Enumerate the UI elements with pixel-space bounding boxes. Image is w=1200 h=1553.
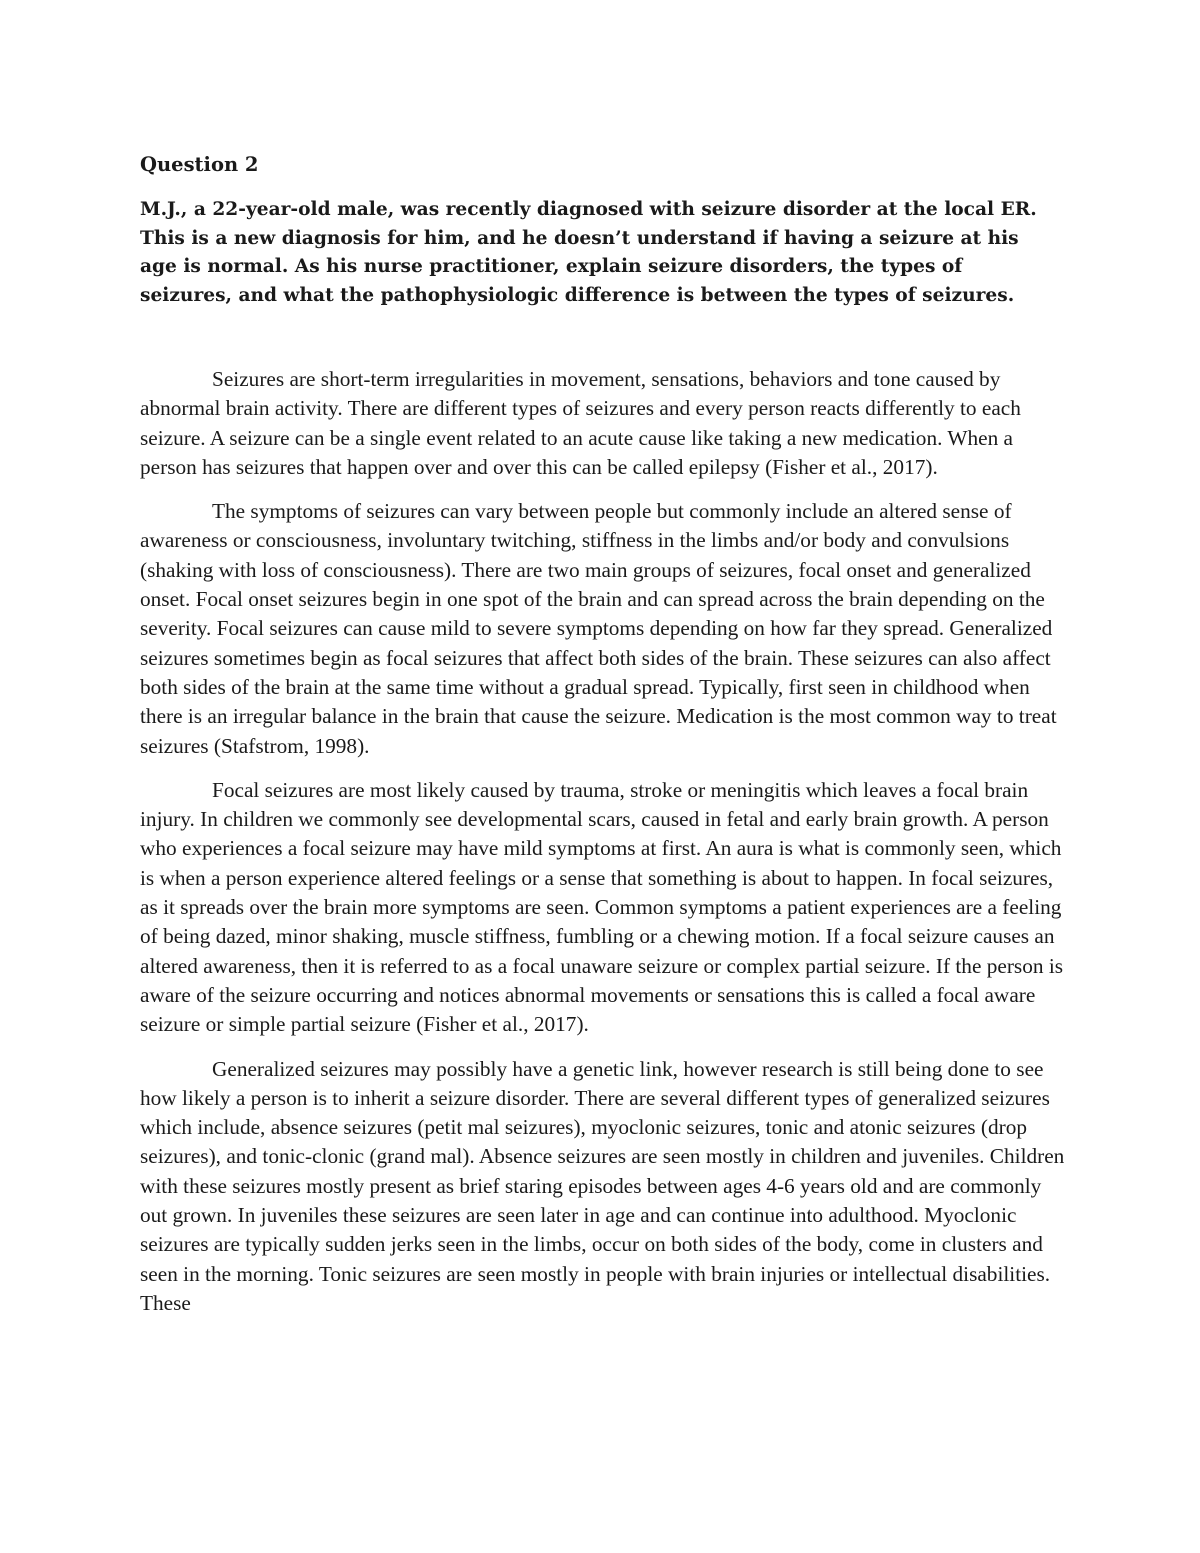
question-heading: Question 2 <box>140 153 259 176</box>
paragraph-generalized-seizures: Generalized seizures may possibly have a genetic link, however research is still being done to see how likely a person is to inherit a seizure disorder. There are several different types of generalized seizures which include, absence seizures (petit mal seizures), myoclonic seizures, tonic and atonic seizures (drop seizures), and tonic-clonic (grand mal). Absence seizures are seen mostly in children and juveniles. Children with these seizures mostly present as brief staring episodes between ages 4-6 years old and are commonly out grown. In juveniles these seizures are seen later in age and can continue into adulthood. Myoclonic seizures are typically sudden jerks seen in the limbs, occur on both sides of the body, come in clusters and seen in the morning. Tonic seizures are seen mostly in people with brain injuries or intellectual disabilities. These <box>140 1056 1065 1315</box>
paragraph-focal-seizures: Focal seizures are most likely caused by trauma, stroke or meningitis which leaves a focal brain injury. In children we commonly see developmental scars, caused in fetal and early brain growth. A person who experiences a focal seizure may have mild symptoms at first. An aura is what is commonly seen, which is when a person experience altered feelings or a sense that something is about to happen. In focal seizures, as it spreads over the brain more symptoms are seen. Common symptoms a patient experiences are a feeling of being dazed, minor shaking, muscle stiffness, fumbling or a chewing motion. If a focal seizure causes an altered awareness, then it is referred to as a focal unaware seizure or complex partial seizure. If the person is aware of the seizure occurring and notices abnormal movements or sensations this is called a focal aware seizure or simple partial seizure (Fisher et al., 2017). <box>140 777 1064 1037</box>
paragraph-symptoms: The symptoms of seizures can vary between people but commonly include an altered sense of awareness or consciousness, involuntary twitching, stiffness in the limbs and/or body and convulsions (shaking with loss of consciousness). There are two main groups of seizures, focal onset and generalized onset. Focal onset seizures begin in one spot of the brain and can spread across the brain depending on the severity. Focal seizures can cause mild to severe symptoms depending on how far they spread. Generalized seizures sometimes begin as focal seizures that affect both sides of the brain. These seizures can also affect both sides of the brain at the same time without a gradual spread. Typically, first seen in childhood when there is an irregular balance in the brain that cause the seizure. Medication is the most common way to treat seizures (Stafstrom, 1998). <box>140 499 1057 758</box>
paragraph-definition: Seizures are short-term irregularities in movement, sensations, behaviors and tone caused by abnormal brain activity. There are different types of seizures and every person reacts differently to each seizure. A seizure can be a single event related to an acute cause like taking a new medication. When a person has seizures that happen over and over this can be called epilepsy (Fisher et al., 2017). <box>140 367 1021 479</box>
answer-body <box>140 365 1068 1333</box>
question-prompt: M.J., a 22-year-old male, was recently diagnosed with seizure disorder at the local ER. This is a new diagnosis for him, and he doesn’t understand if having a seizure at his age is normal. As his nurse practitioner, explain seizure disorders, the types of seizures, and what the pathophysiologic difference is between the types of seizures. <box>140 199 1037 306</box>
